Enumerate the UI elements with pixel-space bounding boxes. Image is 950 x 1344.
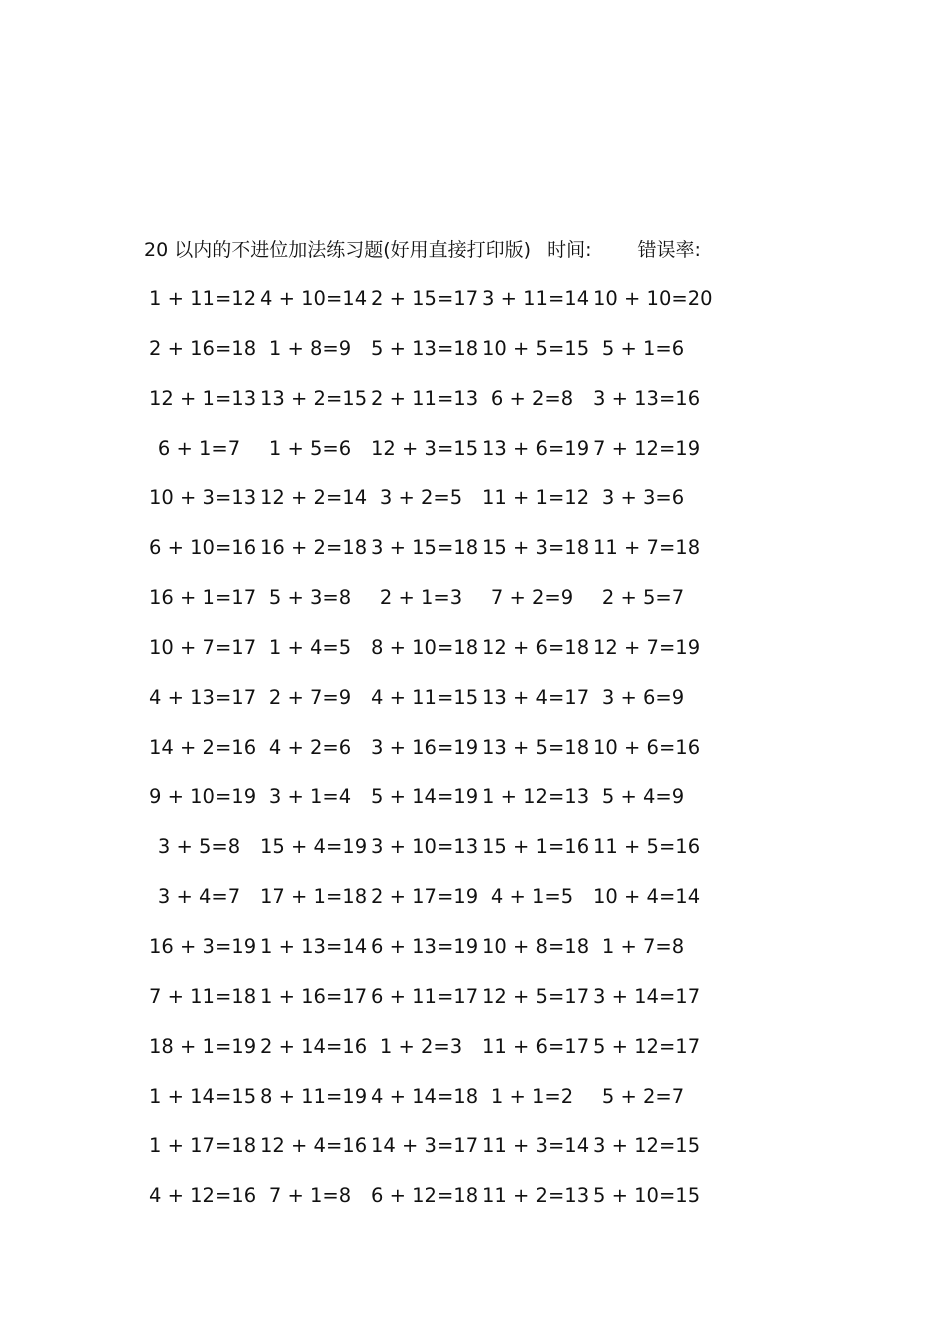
problem-row bbox=[149, 733, 709, 783]
problem-item: 1 + 2=3 bbox=[379, 1034, 463, 1058]
problem-item: 8 + 10=18 bbox=[371, 635, 479, 659]
problem-item: 14 + 2=16 bbox=[149, 735, 257, 759]
problem-item: 1 + 11=12 bbox=[149, 287, 257, 310]
problem-item: 6 + 1=7 bbox=[157, 436, 241, 460]
problem-item: 3 + 13=16 bbox=[593, 386, 701, 410]
problem-item: 6 + 13=19 bbox=[371, 934, 479, 958]
problem-item: 7 + 12=19 bbox=[593, 436, 701, 460]
problem-item: 1 + 4=5 bbox=[268, 635, 352, 659]
problem-item: 1 + 7=8 bbox=[601, 934, 685, 958]
problem-row bbox=[149, 1032, 709, 1082]
problem-item: 2 + 11=13 bbox=[371, 386, 479, 410]
problem-row bbox=[149, 583, 709, 633]
problem-row bbox=[149, 483, 709, 533]
problem-item: 6 + 2=8 bbox=[490, 386, 574, 410]
problem-item: 3 + 1=4 bbox=[268, 785, 352, 809]
problem-row bbox=[149, 982, 709, 1032]
problem-item: 10 + 6=16 bbox=[593, 735, 701, 759]
problem-row bbox=[149, 1082, 709, 1132]
problem-item: 5 + 4=9 bbox=[601, 785, 685, 809]
problem-item: 12 + 7=19 bbox=[593, 635, 701, 659]
problem-row bbox=[149, 832, 709, 882]
problem-item: 11 + 2=13 bbox=[482, 1184, 590, 1208]
problem-row bbox=[149, 932, 709, 982]
problem-item: 5 + 2=7 bbox=[601, 1084, 685, 1108]
problem-item: 16 + 2=18 bbox=[260, 536, 368, 560]
problem-item: 3 + 5=8 bbox=[157, 835, 241, 859]
problem-item: 11 + 6=17 bbox=[482, 1034, 590, 1058]
problem-item: 4 + 14=18 bbox=[371, 1084, 479, 1108]
problem-item: 11 + 3=14 bbox=[482, 1134, 590, 1158]
problem-item: 1 + 13=14 bbox=[260, 934, 368, 958]
problem-row bbox=[149, 434, 709, 484]
problem-row bbox=[149, 1181, 709, 1231]
problem-item: 6 + 11=17 bbox=[371, 984, 479, 1008]
problem-item: 10 + 7=17 bbox=[149, 635, 257, 659]
problem-item: 17 + 1=18 bbox=[260, 885, 368, 909]
problem-item: 16 + 3=19 bbox=[149, 934, 257, 958]
problem-item: 4 + 2=6 bbox=[268, 735, 352, 759]
problem-row bbox=[149, 384, 709, 434]
problem-item: 10 + 3=13 bbox=[149, 486, 257, 510]
problem-item: 3 + 15=18 bbox=[371, 536, 479, 560]
problem-item: 15 + 3=18 bbox=[482, 536, 590, 560]
problem-item: 9 + 10=19 bbox=[149, 785, 257, 809]
problem-row bbox=[149, 633, 709, 683]
problem-item: 4 + 10=14 bbox=[260, 287, 368, 310]
problem-item: 8 + 11=19 bbox=[260, 1084, 368, 1108]
problem-item: 1 + 8=9 bbox=[268, 336, 352, 360]
problem-item: 5 + 12=17 bbox=[593, 1034, 701, 1058]
problem-row bbox=[149, 284, 713, 334]
problem-item: 3 + 2=5 bbox=[379, 486, 463, 510]
problem-item: 4 + 12=16 bbox=[149, 1184, 257, 1208]
problem-row bbox=[149, 683, 709, 733]
problem-row bbox=[149, 882, 709, 932]
problem-item: 10 + 5=15 bbox=[482, 336, 590, 360]
problem-item: 2 + 16=18 bbox=[149, 336, 257, 360]
problem-item: 4 + 13=17 bbox=[149, 685, 257, 709]
problem-item: 5 + 14=19 bbox=[371, 785, 479, 809]
problem-item: 3 + 6=9 bbox=[601, 685, 685, 709]
problem-item: 12 + 1=13 bbox=[149, 386, 257, 410]
problem-item: 12 + 6=18 bbox=[482, 635, 590, 659]
problem-item: 11 + 5=16 bbox=[593, 835, 701, 859]
worksheet-title: 20 以内的不进位加法练习题(好用直接打印版) bbox=[144, 239, 532, 261]
problem-item: 2 + 7=9 bbox=[268, 685, 352, 709]
problem-item: 18 + 1=19 bbox=[149, 1034, 257, 1058]
problem-item: 4 + 1=5 bbox=[490, 885, 574, 909]
problem-item: 5 + 13=18 bbox=[371, 336, 479, 360]
problem-item: 2 + 5=7 bbox=[601, 586, 685, 610]
problem-item: 3 + 11=14 bbox=[482, 287, 590, 310]
problem-item: 3 + 3=6 bbox=[601, 486, 685, 510]
problem-grid bbox=[149, 284, 713, 1231]
problem-item: 13 + 2=15 bbox=[260, 386, 368, 410]
problem-item: 1 + 17=18 bbox=[149, 1134, 257, 1158]
problem-item: 1 + 1=2 bbox=[490, 1084, 574, 1108]
problem-item: 7 + 11=18 bbox=[149, 984, 257, 1008]
error-rate-label: 错误率: bbox=[637, 239, 701, 261]
problem-item: 10 + 10=20 bbox=[593, 287, 713, 310]
problem-item: 2 + 1=3 bbox=[379, 586, 463, 610]
problem-item: 3 + 4=7 bbox=[157, 885, 241, 909]
problem-item: 12 + 5=17 bbox=[482, 984, 590, 1008]
problem-item: 5 + 10=15 bbox=[593, 1184, 701, 1208]
problem-item: 13 + 5=18 bbox=[482, 735, 590, 759]
problem-item: 10 + 4=14 bbox=[593, 885, 701, 909]
problem-item: 15 + 1=16 bbox=[482, 835, 590, 859]
worksheet-header bbox=[144, 236, 701, 264]
problem-item: 11 + 7=18 bbox=[593, 536, 701, 560]
problem-item: 5 + 3=8 bbox=[268, 586, 352, 610]
problem-item: 6 + 12=18 bbox=[371, 1184, 479, 1208]
problem-item: 13 + 6=19 bbox=[482, 436, 590, 460]
problem-item: 4 + 11=15 bbox=[371, 685, 479, 709]
problem-item: 12 + 2=14 bbox=[260, 486, 368, 510]
problem-item: 6 + 10=16 bbox=[149, 536, 257, 560]
problem-item: 16 + 1=17 bbox=[149, 586, 257, 610]
problem-item: 12 + 4=16 bbox=[260, 1134, 368, 1158]
problem-item: 13 + 4=17 bbox=[482, 685, 590, 709]
problem-item: 7 + 2=9 bbox=[490, 586, 574, 610]
problem-item: 10 + 8=18 bbox=[482, 934, 590, 958]
problem-item: 14 + 3=17 bbox=[371, 1134, 479, 1158]
problem-item: 2 + 14=16 bbox=[260, 1034, 368, 1058]
problem-item: 1 + 14=15 bbox=[149, 1084, 257, 1108]
problem-item: 11 + 1=12 bbox=[482, 486, 590, 510]
problem-item: 3 + 16=19 bbox=[371, 735, 479, 759]
time-label: 时间: bbox=[547, 239, 592, 261]
problem-row bbox=[149, 1131, 709, 1181]
problem-item: 1 + 5=6 bbox=[268, 436, 352, 460]
problem-item: 5 + 1=6 bbox=[601, 336, 685, 360]
problem-item: 3 + 12=15 bbox=[593, 1134, 701, 1158]
problem-item: 2 + 17=19 bbox=[371, 885, 479, 909]
problem-item: 1 + 12=13 bbox=[482, 785, 590, 809]
problem-item: 15 + 4=19 bbox=[260, 835, 368, 859]
problem-item: 2 + 15=17 bbox=[371, 287, 479, 310]
problem-row bbox=[149, 782, 709, 832]
problem-item: 3 + 10=13 bbox=[371, 835, 479, 859]
problem-row bbox=[149, 334, 709, 384]
problem-row bbox=[149, 533, 709, 583]
problem-item: 3 + 14=17 bbox=[593, 984, 701, 1008]
problem-item: 1 + 16=17 bbox=[260, 984, 368, 1008]
problem-item: 12 + 3=15 bbox=[371, 436, 479, 460]
problem-item: 7 + 1=8 bbox=[268, 1184, 352, 1208]
